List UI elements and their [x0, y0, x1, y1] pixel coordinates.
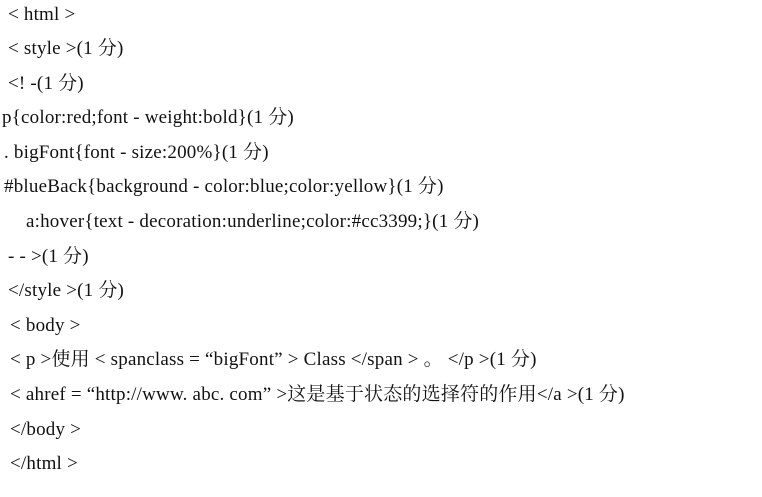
code-line-5: . bigFont{font - size:200%}(1 分): [4, 142, 269, 163]
code-line-6: #blueBack{background - color:blue;color:yellow}(1 分): [4, 176, 444, 197]
code-line-1: < html >: [8, 4, 76, 25]
code-line-8: - - >(1 分): [8, 246, 89, 267]
code-line-11: < p >使用 < spanclass = “bigFont” > Class </span > 。 </p >(1 分): [10, 349, 537, 370]
code-line-4: p{color:red;font - weight:bold}(1 分): [2, 107, 294, 128]
code-line-14: </html >: [10, 453, 78, 474]
code-line-13: </body >: [10, 419, 82, 440]
code-line-2: < style >(1 分): [8, 38, 124, 59]
code-line-9: </style >(1 分): [8, 280, 125, 301]
code-line-12: < ahref = “http://www. abc. com” >这是基于状态的选择符的作用</a >(1 分): [10, 384, 625, 405]
code-line-7: a:hover{text - decoration:underline;color:#cc3399;}(1 分): [26, 211, 480, 232]
code-line-10: < body >: [10, 315, 81, 336]
code-line-3: <! -(1 分): [8, 73, 84, 94]
